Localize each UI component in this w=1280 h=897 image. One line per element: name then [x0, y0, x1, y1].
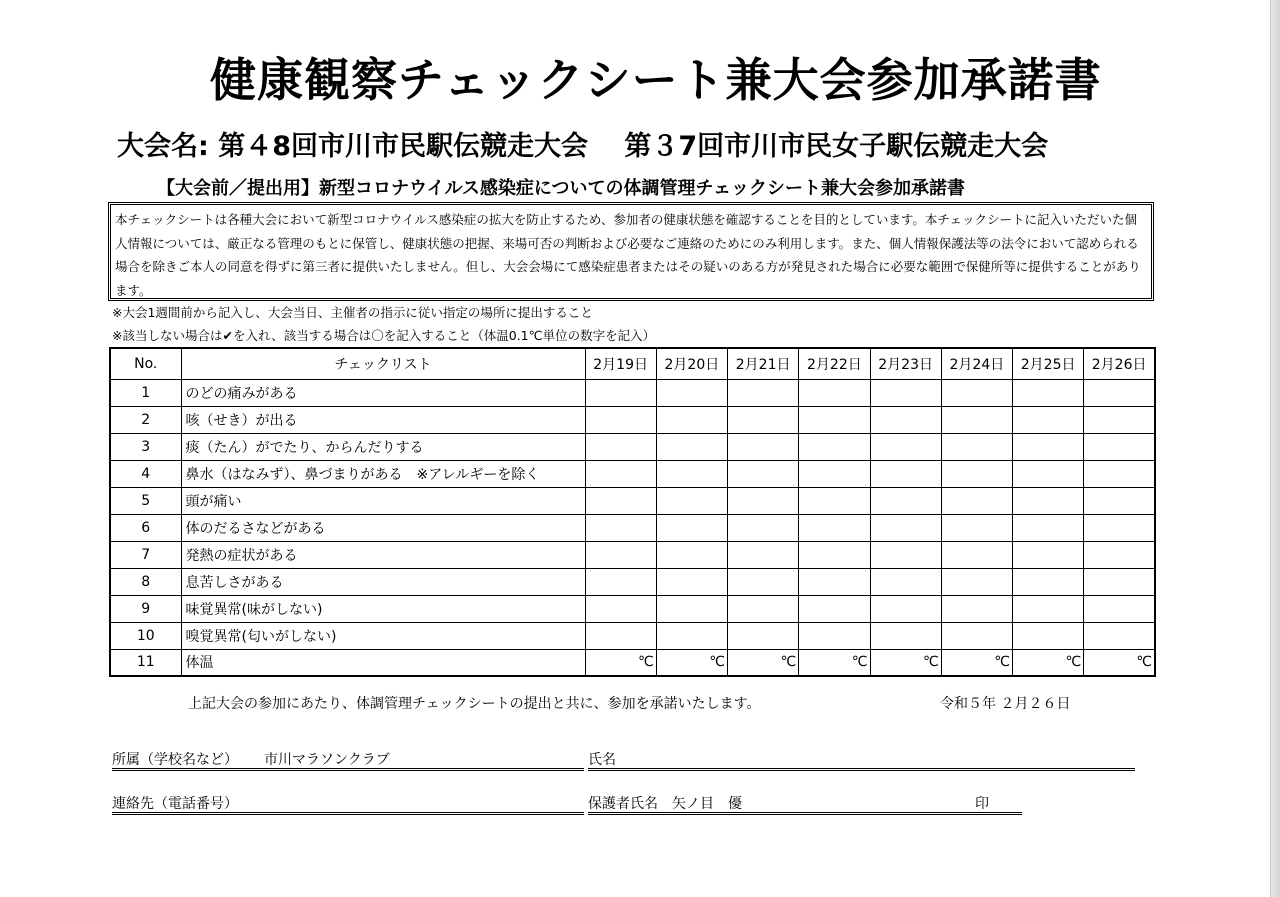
check-cell[interactable] — [728, 379, 799, 406]
check-cell[interactable] — [799, 595, 870, 622]
row-number: 8 — [110, 568, 181, 595]
table-row — [110, 379, 1155, 406]
check-cell[interactable] — [585, 541, 656, 568]
header-date: 2月19日 — [585, 348, 656, 379]
table-row — [110, 541, 1155, 568]
check-cell[interactable] — [870, 433, 941, 460]
check-cell[interactable] — [728, 595, 799, 622]
contact-field[interactable] — [112, 793, 584, 815]
privacy-notice: 本チェックシートは各種大会において新型コロナウイルス感染症の拡大を防止するため、参加者の健康状態を確認することを目的としています。本チェックシートに記入いただいた個人情報については、厳正なる管理のもとに保管し、健康状態の把握、来場可否の判断および必要なご連絡のためにのみ利用します。また、個人情報保護法等の法令において認められる場合を除きご本人の同意を得ずに第三者に提供いたしません。但し、大会会場にて感染症患者またはその疑いのある方が発見された場合に必要な範囲で保健所等に提供することがあります。 — [108, 202, 1154, 301]
temperature-cell[interactable]: ℃ — [656, 649, 727, 676]
check-cell[interactable] — [870, 622, 941, 649]
row-number: 1 — [110, 379, 181, 406]
check-cell[interactable] — [585, 460, 656, 487]
check-cell[interactable] — [799, 406, 870, 433]
check-cell[interactable] — [656, 514, 727, 541]
check-cell[interactable] — [585, 487, 656, 514]
check-cell[interactable] — [941, 406, 1012, 433]
header-date: 2月26日 — [1084, 348, 1155, 379]
guardian-field[interactable] — [588, 793, 1022, 815]
checklist-item: 体温 — [181, 649, 585, 676]
check-cell[interactable] — [728, 568, 799, 595]
table-row — [110, 514, 1155, 541]
check-cell[interactable] — [870, 487, 941, 514]
affiliation-value: 市川マラソンクラブ — [264, 752, 390, 768]
check-cell[interactable] — [1013, 487, 1084, 514]
check-cell[interactable] — [656, 541, 727, 568]
check-cell[interactable] — [870, 595, 941, 622]
affiliation-label: 所属（学校名など） — [112, 752, 238, 768]
check-cell[interactable] — [799, 514, 870, 541]
submission-date: 令和５年 ２月２６日 — [940, 696, 1071, 712]
check-cell[interactable] — [1084, 433, 1155, 460]
checklist-item: 痰（たん）がでたり、からんだりする — [181, 433, 585, 460]
check-cell[interactable] — [585, 433, 656, 460]
table-row — [110, 460, 1155, 487]
row-number: 9 — [110, 595, 181, 622]
temperature-cell[interactable]: ℃ — [585, 649, 656, 676]
row-number: 6 — [110, 514, 181, 541]
check-cell[interactable] — [1013, 622, 1084, 649]
guardian-value: 矢ノ目 優 — [672, 796, 742, 812]
table-row — [110, 433, 1155, 460]
temperature-cell[interactable]: ℃ — [799, 649, 870, 676]
check-cell[interactable] — [941, 568, 1012, 595]
check-cell[interactable] — [941, 487, 1012, 514]
check-cell[interactable] — [585, 379, 656, 406]
check-cell[interactable] — [1084, 406, 1155, 433]
document-title: 健康観察チェックシート兼大会参加承諾書 — [210, 53, 1102, 107]
check-cell[interactable] — [728, 406, 799, 433]
health-check-table — [109, 347, 1156, 677]
window-edge — [1270, 0, 1280, 897]
check-cell[interactable] — [1084, 460, 1155, 487]
row-number: 10 — [110, 622, 181, 649]
check-cell[interactable] — [799, 460, 870, 487]
checklist-item: 頭が痛い — [181, 487, 585, 514]
check-cell[interactable] — [799, 541, 870, 568]
check-cell[interactable] — [1013, 379, 1084, 406]
temperature-cell[interactable]: ℃ — [1084, 649, 1155, 676]
instruction-note-1: ※大会1週間前から記入し、大会当日、主催者の指示に従い指定の場所に提出すること — [112, 305, 593, 320]
check-cell[interactable] — [941, 433, 1012, 460]
check-cell[interactable] — [941, 460, 1012, 487]
row-number: 3 — [110, 433, 181, 460]
temperature-cell[interactable]: ℃ — [728, 649, 799, 676]
check-cell[interactable] — [941, 622, 1012, 649]
check-cell[interactable] — [1084, 622, 1155, 649]
check-cell[interactable] — [870, 379, 941, 406]
checklist-item: 咳（せき）が出る — [181, 406, 585, 433]
contact-label: 連絡先（電話番号） — [112, 796, 238, 812]
check-cell[interactable] — [1013, 541, 1084, 568]
check-cell[interactable] — [870, 406, 941, 433]
check-cell[interactable] — [656, 379, 727, 406]
guardian-label: 保護者氏名 — [588, 796, 658, 812]
header-date: 2月21日 — [728, 348, 799, 379]
check-cell[interactable] — [656, 487, 727, 514]
check-cell[interactable] — [1084, 514, 1155, 541]
document-subtitle: 【大会前／提出用】新型コロナウイルス感染症についての体調管理チェックシート兼大会参加承諾書 — [157, 178, 966, 199]
check-cell[interactable] — [1013, 595, 1084, 622]
check-cell[interactable] — [941, 379, 1012, 406]
check-cell[interactable] — [728, 460, 799, 487]
name-field[interactable] — [588, 749, 1135, 771]
check-cell[interactable] — [1013, 568, 1084, 595]
check-cell[interactable] — [1013, 433, 1084, 460]
checklist-item: 息苦しさがある — [181, 568, 585, 595]
header-date: 2月20日 — [656, 348, 727, 379]
header-date: 2月25日 — [1013, 348, 1084, 379]
table-header-row — [110, 348, 1155, 379]
check-cell[interactable] — [1013, 406, 1084, 433]
check-cell[interactable] — [870, 568, 941, 595]
row-number: 7 — [110, 541, 181, 568]
check-cell[interactable] — [728, 514, 799, 541]
temperature-cell[interactable]: ℃ — [1013, 649, 1084, 676]
table-row — [110, 406, 1155, 433]
table-row — [110, 595, 1155, 622]
check-cell[interactable] — [941, 595, 1012, 622]
check-cell[interactable] — [656, 406, 727, 433]
check-cell[interactable] — [585, 622, 656, 649]
check-cell[interactable] — [799, 487, 870, 514]
check-cell[interactable] — [870, 541, 941, 568]
check-cell[interactable] — [728, 622, 799, 649]
check-cell[interactable] — [1084, 541, 1155, 568]
check-cell[interactable] — [1013, 514, 1084, 541]
check-cell[interactable] — [656, 568, 727, 595]
header-date: 2月23日 — [870, 348, 941, 379]
name-label: 氏名 — [588, 752, 616, 768]
checklist-item: 鼻水（はなみず）、鼻づまりがある ※アレルギーを除く — [181, 460, 585, 487]
check-cell[interactable] — [728, 487, 799, 514]
row-number: 2 — [110, 406, 181, 433]
check-cell[interactable] — [799, 622, 870, 649]
check-cell[interactable] — [1084, 568, 1155, 595]
check-cell[interactable] — [799, 379, 870, 406]
check-cell[interactable] — [585, 595, 656, 622]
check-cell[interactable] — [941, 541, 1012, 568]
instruction-note-2: ※該当しない場合は✔を入れ、該当する場合は〇を記入すること（体温0.1℃単位の数字を記入） — [112, 328, 656, 343]
header-date: 2月22日 — [799, 348, 870, 379]
checklist-item: のどの痛みがある — [181, 379, 585, 406]
seal-mark: 印 — [975, 796, 989, 812]
row-number: 4 — [110, 460, 181, 487]
check-cell[interactable] — [656, 433, 727, 460]
table-row — [110, 622, 1155, 649]
checklist-item: 体のだるさなどがある — [181, 514, 585, 541]
check-cell[interactable] — [656, 622, 727, 649]
event-name: 大会名: 第４8回市川市民駅伝競走大会 第３7回市川市民女子駅伝競走大会 — [117, 131, 1049, 162]
checklist-item: 嗅覚異常(匂いがしない) — [181, 622, 585, 649]
checklist-item: 発熱の症状がある — [181, 541, 585, 568]
check-cell[interactable] — [870, 460, 941, 487]
check-cell[interactable] — [1013, 460, 1084, 487]
check-cell[interactable] — [1084, 487, 1155, 514]
check-cell[interactable] — [799, 433, 870, 460]
check-cell[interactable] — [656, 595, 727, 622]
temperature-cell[interactable]: ℃ — [870, 649, 941, 676]
check-cell[interactable] — [585, 514, 656, 541]
header-checklist: チェックリスト — [181, 348, 585, 379]
check-cell[interactable] — [656, 460, 727, 487]
row-number: 11 — [110, 649, 181, 676]
check-cell[interactable] — [585, 568, 656, 595]
temperature-cell[interactable]: ℃ — [941, 649, 1012, 676]
check-cell[interactable] — [799, 568, 870, 595]
table-row — [110, 487, 1155, 514]
check-cell[interactable] — [1084, 595, 1155, 622]
consent-statement: 上記大会の参加にあたり、体調管理チェックシートの提出と共に、参加を承諾いたします。 — [188, 696, 761, 712]
check-cell[interactable] — [728, 433, 799, 460]
header-no: No. — [110, 348, 181, 379]
check-cell[interactable] — [1084, 379, 1155, 406]
header-date: 2月24日 — [941, 348, 1012, 379]
temperature-row — [110, 649, 1155, 676]
check-cell[interactable] — [870, 514, 941, 541]
checklist-item: 味覚異常(味がしない) — [181, 595, 585, 622]
check-cell[interactable] — [728, 541, 799, 568]
check-cell[interactable] — [585, 406, 656, 433]
table-row — [110, 568, 1155, 595]
check-cell[interactable] — [941, 514, 1012, 541]
row-number: 5 — [110, 487, 181, 514]
affiliation-field[interactable] — [112, 749, 584, 771]
